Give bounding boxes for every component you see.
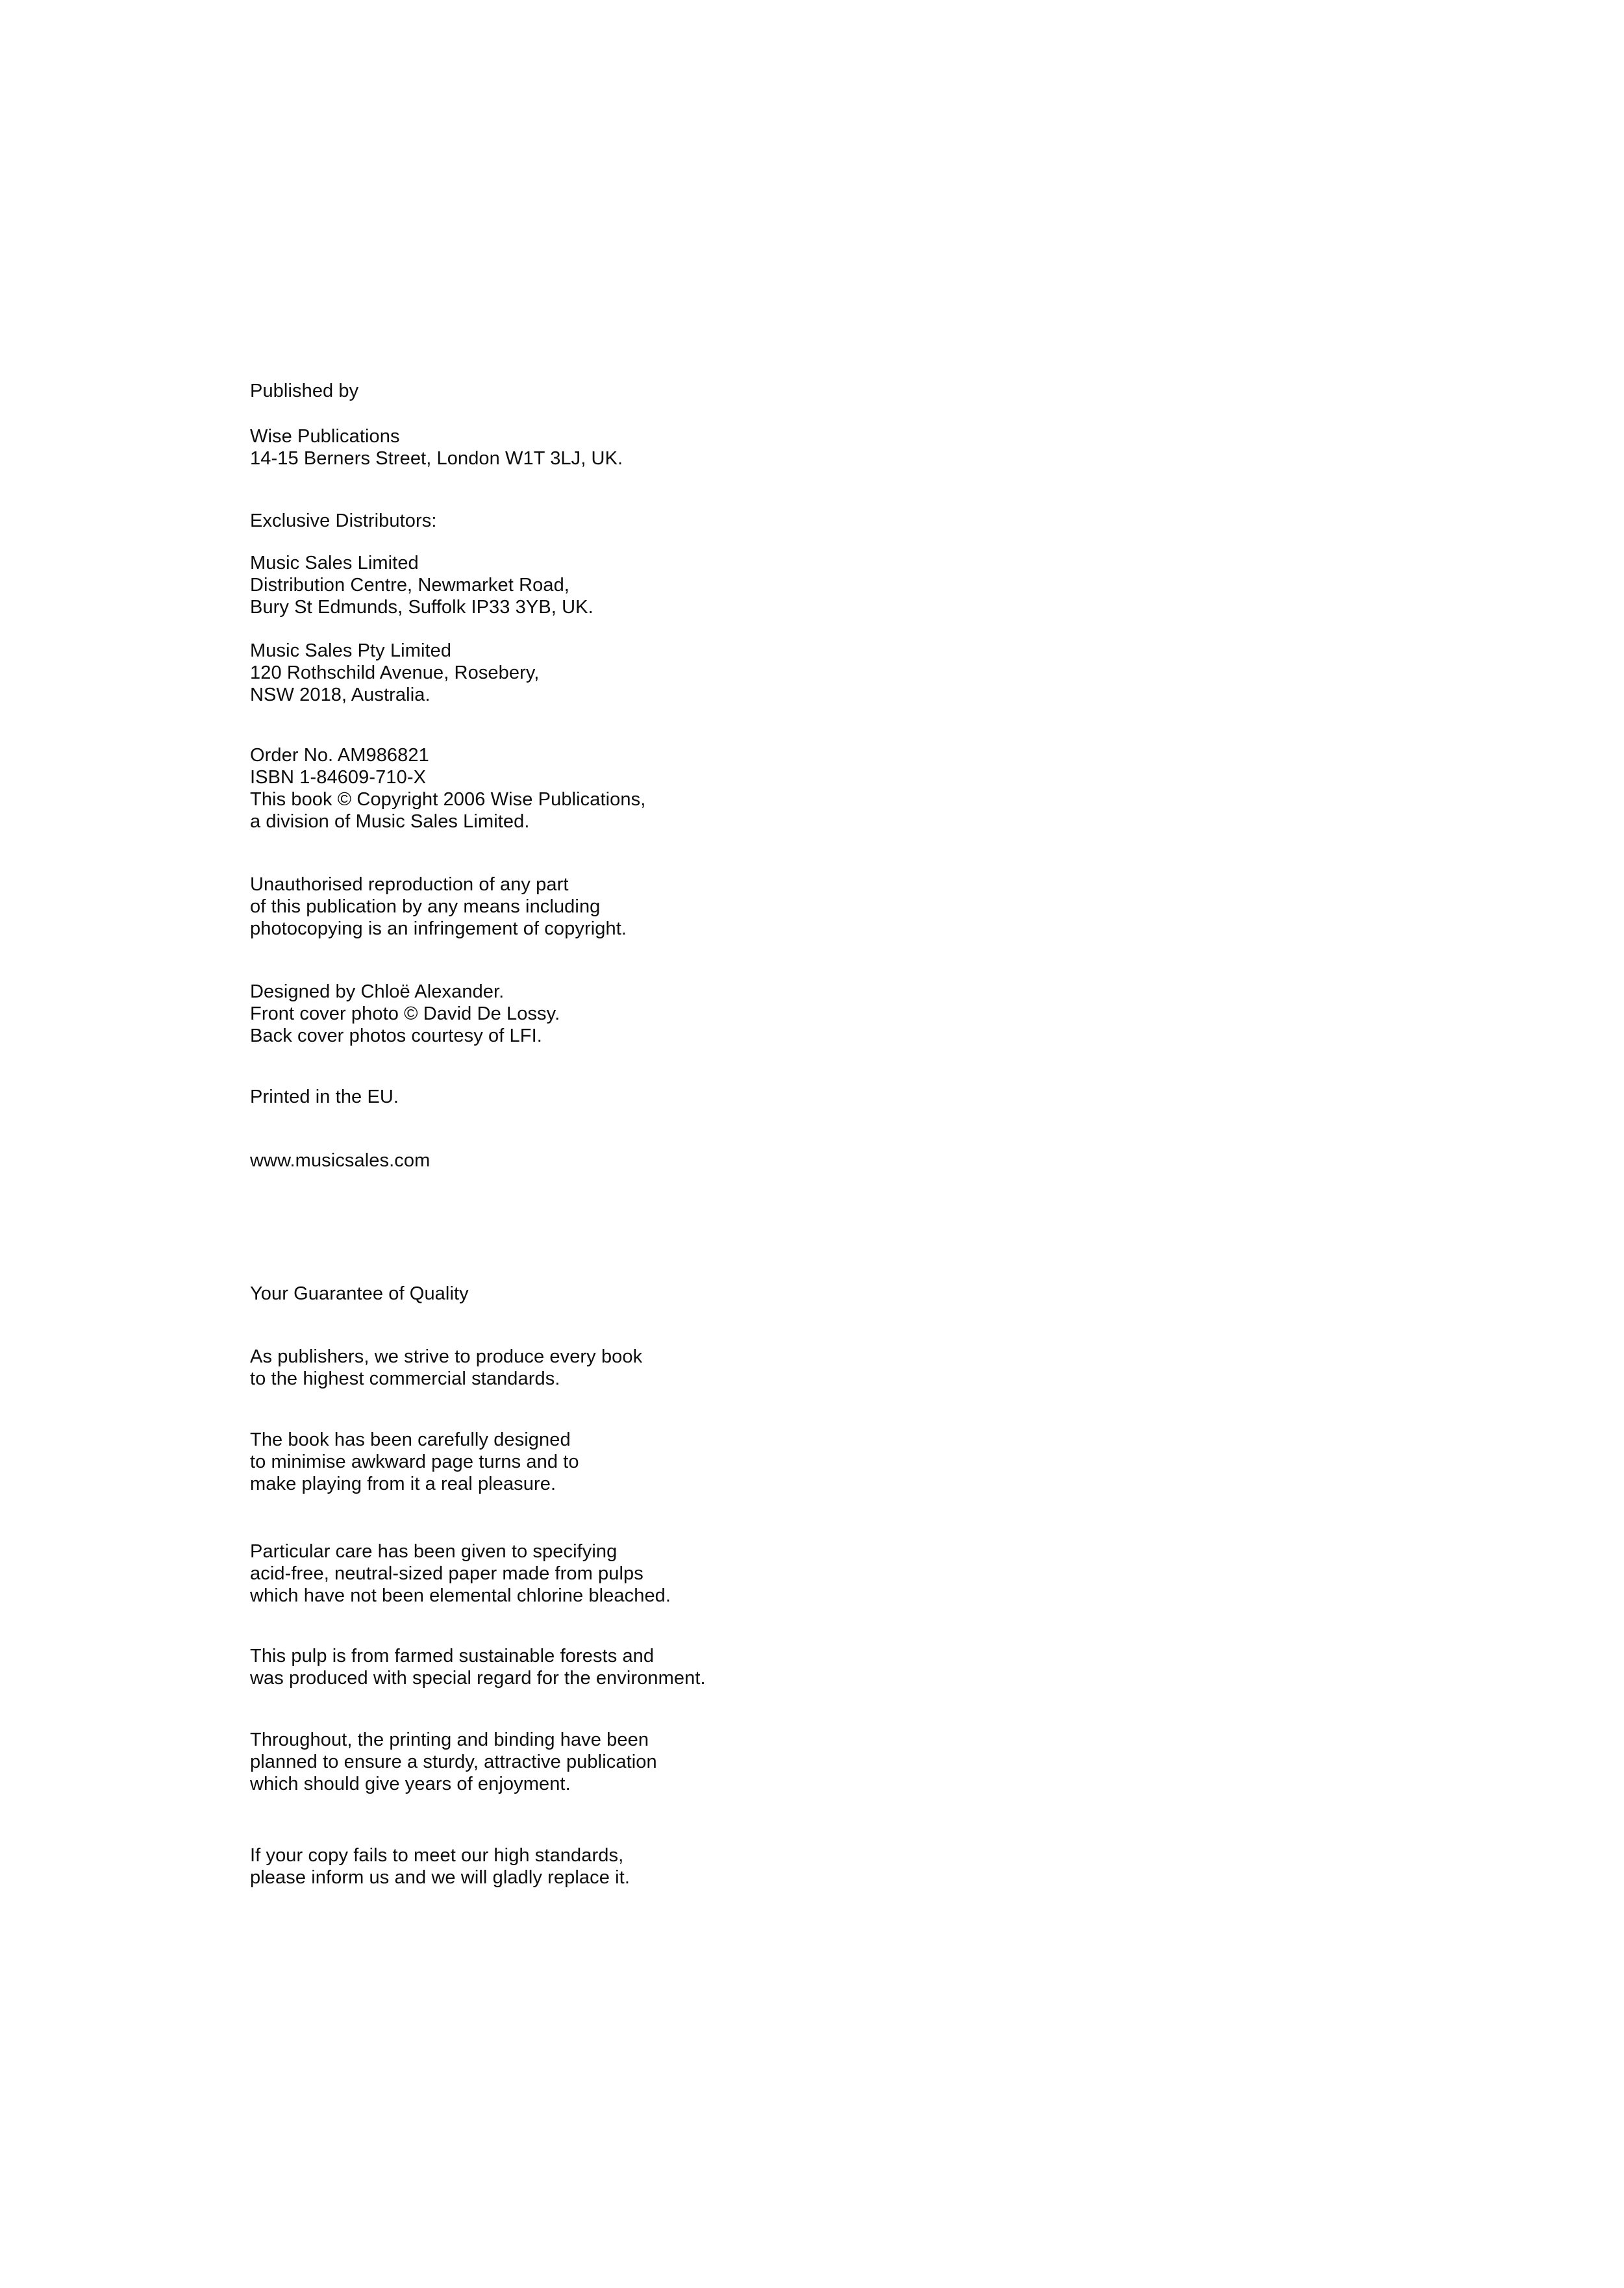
- published-by-label: [250, 380, 358, 402]
- distributor-uk-address: [250, 552, 593, 618]
- text-line: NSW 2018, Australia.: [250, 685, 431, 705]
- text-line: to minimise awkward page turns and to: [250, 1452, 579, 1472]
- text-line: make playing from it a real pleasure.: [250, 1474, 556, 1494]
- text-line: Printed in the EU.: [250, 1087, 399, 1107]
- text-line: As publishers, we strive to produce every book: [250, 1346, 643, 1367]
- exclusive-distributors-heading: [250, 510, 437, 532]
- text-line: Exclusive Distributors:: [250, 510, 437, 531]
- text-line: Bury St Edmunds, Suffolk IP33 3YB, UK.: [250, 597, 593, 618]
- text-line: planned to ensure a sturdy, attractive publication: [250, 1752, 657, 1772]
- text-line: 14-15 Berners Street, London W1T 3LJ, UK.: [250, 448, 623, 469]
- text-line: Published by: [250, 381, 359, 401]
- text-line: Particular care has been given to specifying: [250, 1541, 618, 1562]
- text-line: Unauthorised reproduction of any part: [250, 874, 569, 895]
- text-line: of this publication by any means including: [250, 896, 601, 917]
- text-line: Back cover photos courtesy of LFI.: [250, 1025, 542, 1046]
- text-line: please inform us and we will gladly replace it.: [250, 1867, 630, 1888]
- guarantee-paragraph-2: [250, 1429, 579, 1495]
- text-line: Music Sales Limited: [250, 553, 419, 573]
- text-line: to the highest commercial standards.: [250, 1368, 560, 1389]
- text-line: Distribution Centre, Newmarket Road,: [250, 575, 569, 596]
- distributor-australia-address: [250, 640, 539, 706]
- copyright-warning: [250, 874, 627, 940]
- text-line: This book © Copyright 2006 Wise Publications,: [250, 789, 646, 810]
- guarantee-paragraph-1: [250, 1346, 642, 1390]
- text-line: 120 Rothschild Avenue, Rosebery,: [250, 662, 540, 683]
- guarantee-paragraph-6: [250, 1844, 630, 1889]
- text-line: Music Sales Pty Limited: [250, 640, 452, 661]
- text-line: www.musicsales.com: [250, 1150, 431, 1171]
- text-line: which have not been elemental chlorine bleached.: [250, 1585, 671, 1606]
- text-line: If your copy fails to meet our high standards,: [250, 1845, 624, 1866]
- guarantee-heading: [250, 1283, 469, 1305]
- guarantee-paragraph-4: [250, 1645, 706, 1689]
- website-url: [250, 1150, 430, 1172]
- text-line: which should give years of enjoyment.: [250, 1774, 571, 1794]
- text-line: ISBN 1-84609-710-X: [250, 767, 427, 788]
- design-and-photo-credits: [250, 981, 560, 1047]
- text-line: photocopying is an infringement of copyright.: [250, 918, 627, 939]
- text-line: The book has been carefully designed: [250, 1429, 571, 1450]
- publisher-address: [250, 425, 623, 470]
- text-line: acid-free, neutral-sized paper made from pulps: [250, 1563, 643, 1584]
- text-line: Order No. AM986821: [250, 745, 429, 766]
- printed-in-notice: [250, 1086, 399, 1108]
- text-line: a division of Music Sales Limited.: [250, 811, 530, 832]
- guarantee-paragraph-3: [250, 1540, 671, 1607]
- text-line: was produced with special regard for the environment.: [250, 1668, 706, 1689]
- text-line: This pulp is from farmed sustainable forests and: [250, 1646, 655, 1666]
- text-line: Throughout, the printing and binding have been: [250, 1729, 649, 1750]
- guarantee-paragraph-5: [250, 1729, 657, 1795]
- text-line: Designed by Chloë Alexander.: [250, 981, 505, 1002]
- text-line: Front cover photo © David De Lossy.: [250, 1003, 560, 1024]
- text-line: Your Guarantee of Quality: [250, 1283, 469, 1304]
- text-line: Wise Publications: [250, 426, 400, 447]
- order-and-isbn-info: [250, 744, 645, 833]
